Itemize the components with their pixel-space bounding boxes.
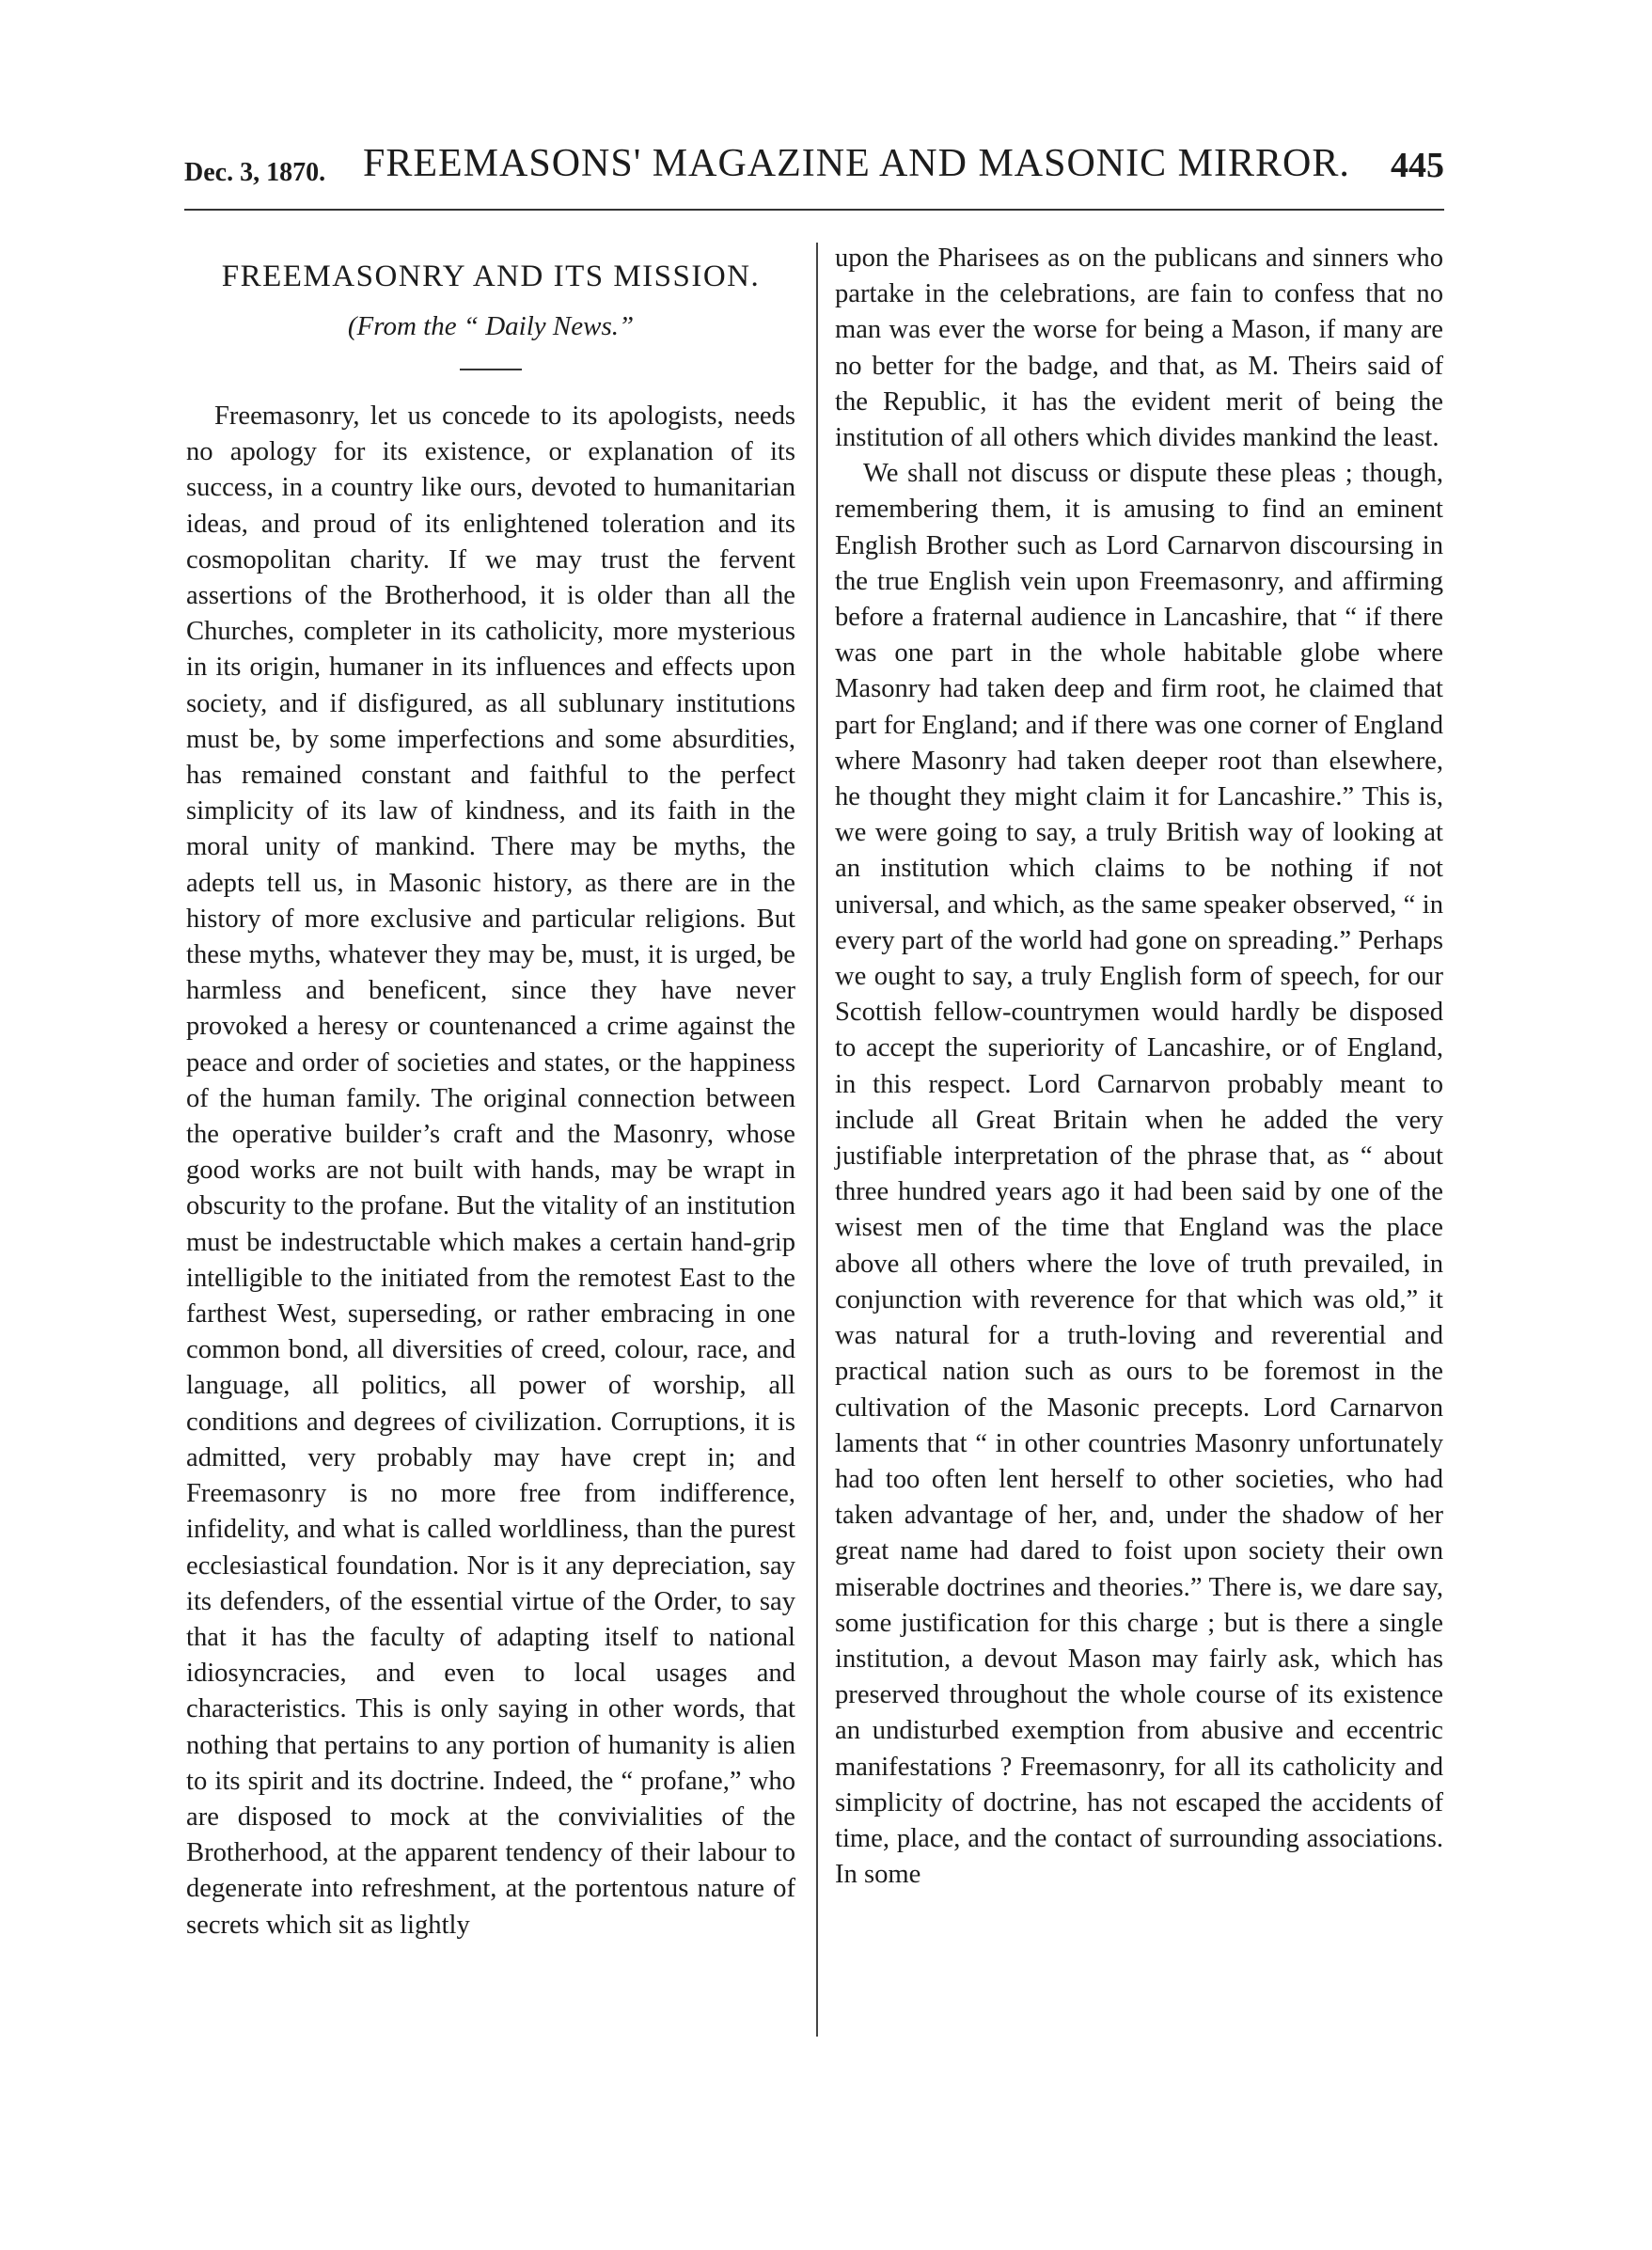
article-source: (From the “ Daily News.”: [347, 311, 635, 341]
right-column: [835, 241, 1443, 1893]
publication-title: FREEMASONS' MAGAZINE AND MASONIC MIRROR.: [363, 142, 1350, 185]
column-divider: [816, 243, 818, 2037]
article-title: FREEMASONRY AND ITS MISSION.: [221, 260, 761, 293]
article-paragraph-continued: upon the Pharisees as on the publicans and sinners who partake in the celebrations, are fain to confess that no man was ever the worse for being a Mason, if many are no better for the badge, and that, as M. Theirs said of the Republic, it has the evident merit of being the institution of all others which divides mankind the least.: [835, 244, 1443, 453]
article-paragraph: Freemasonry, let us concede to its apologists, needs no apology for its existence, or explanation of its success, in a country like ours, devoted to humanitarian ideas, and proud of its enlightened toleration and its cosmopolitan charity. If we may trust the fervent assertions of the Brotherhood, it is older than all the Churches, completer in its catholicity, more mysterious in its origin, humaner in its influences and effects upon society, and if disfigured, as all sublunary institutions must be, by some imperfections and some absurdities, has remained constant and faithful to the perfect simplicity of its law of kindness, and its faith in the moral unity of mankind. There may be myths, the adepts tell us, in Masonic history, as there are in the history of more exclusive and particular religions. But these myths, whatever they may be, must, it is urged, be harmless and beneficent, since they have never provoked a heresy or countenanced a crime against the peace and order of societies and states, or the happiness of the human family. The original connection between the operative builder’s craft and the Masonry, whose good works are not built with hands, may be wrapt in obscurity to the profane. But the vitality of an institution must be indestructable which makes a certain hand-grip intelligible to the initiated from the remotest East to the farthest West, superseding, or rather embracing in one common bond, all diversities of creed, colour, race, and language, all politics, all power of worship, all conditions and degrees of civilization. Corruptions, it is admitted, very probably may have crept in; and Freemasonry is no more free from indifference, infidelity, and what is called worldliness, than the purest ecclesiastical foundation. Nor is it any depreciation, say its defenders, of the essential virtue of the Order, to say that it has the faculty of adapting itself to national idiosyncracies, and even to local usages and characteristics. This is only saying in other words, that nothing that pertains to any portion of humanity is alien to its spirit and its doctrine. Indeed, the “ profane,” who are disposed to mock at the convivialities of the Brotherhood, at the apparent tendency of their labour to degenerate into refreshment, at the portentous nature of secrets which sit as lightly: [186, 401, 795, 1940]
header-rule: [184, 209, 1444, 211]
issue-date: Dec. 3, 1870.: [184, 158, 326, 187]
left-column: [186, 246, 795, 1943]
title-rule: [460, 369, 522, 370]
article-paragraph: We shall not discuss or dispute these pleas ; though, remembering them, it is amusing to find an eminent English Brother such as Lord Carnarvon discoursing in the true English vein upon Freemasonry, and affirming before a fraternal audience in Lancashire, that “ if there was one part in the whole habitable globe where Masonry had taken deep and firm root, he claimed that part for England; and if there was one corner of England where Masonry had taken deeper root than elsewhere, he thought they might claim it for Lancashire.” This is, we were going to say, a truly British way of looking at an institution which claims to be nothing if not universal, and which, as the same speaker observed, “ in every part of the world had gone on spreading.” Perhaps we ought to say, a truly English form of speech, for our Scottish fellow-countrymen would hardly be disposed to accept the superiority of Lancashire, or of England, in this respect. Lord Carnarvon probably meant to include all Great Britain when he added the very justifiable interpretation of the phrase that, as “ about three hundred years ago it had been said by one of the wisest men of the time that England was the place above all others where the love of truth prevailed, in conjunction with reverence for that which was old,” it was natural for a truth-loving and reverential and practical nation such as ours to be foremost in the cultivation of the Masonic precepts. Lord Carnarvon laments that “ in other countries Masonry unfortunately had too often lent herself to other societies, who had taken advantage of her, and, under the shadow of her great name had dared to foist upon society their own miserable doctrines and theories.” There is, we dare say, some justification for this charge ; but is there a single institution, a devout Mason may fairly ask, which has preserved throughout the whole course of its existence an undisturbed exemption from abusive and eccentric manifestations ? Freemasonry, for all its catholicity and simplicity of doctrine, has not escaped the accidents of time, place, and the contact of surrounding associations. In some: [835, 459, 1443, 1890]
running-header: [184, 141, 1444, 197]
page-number: 445: [1391, 146, 1444, 185]
